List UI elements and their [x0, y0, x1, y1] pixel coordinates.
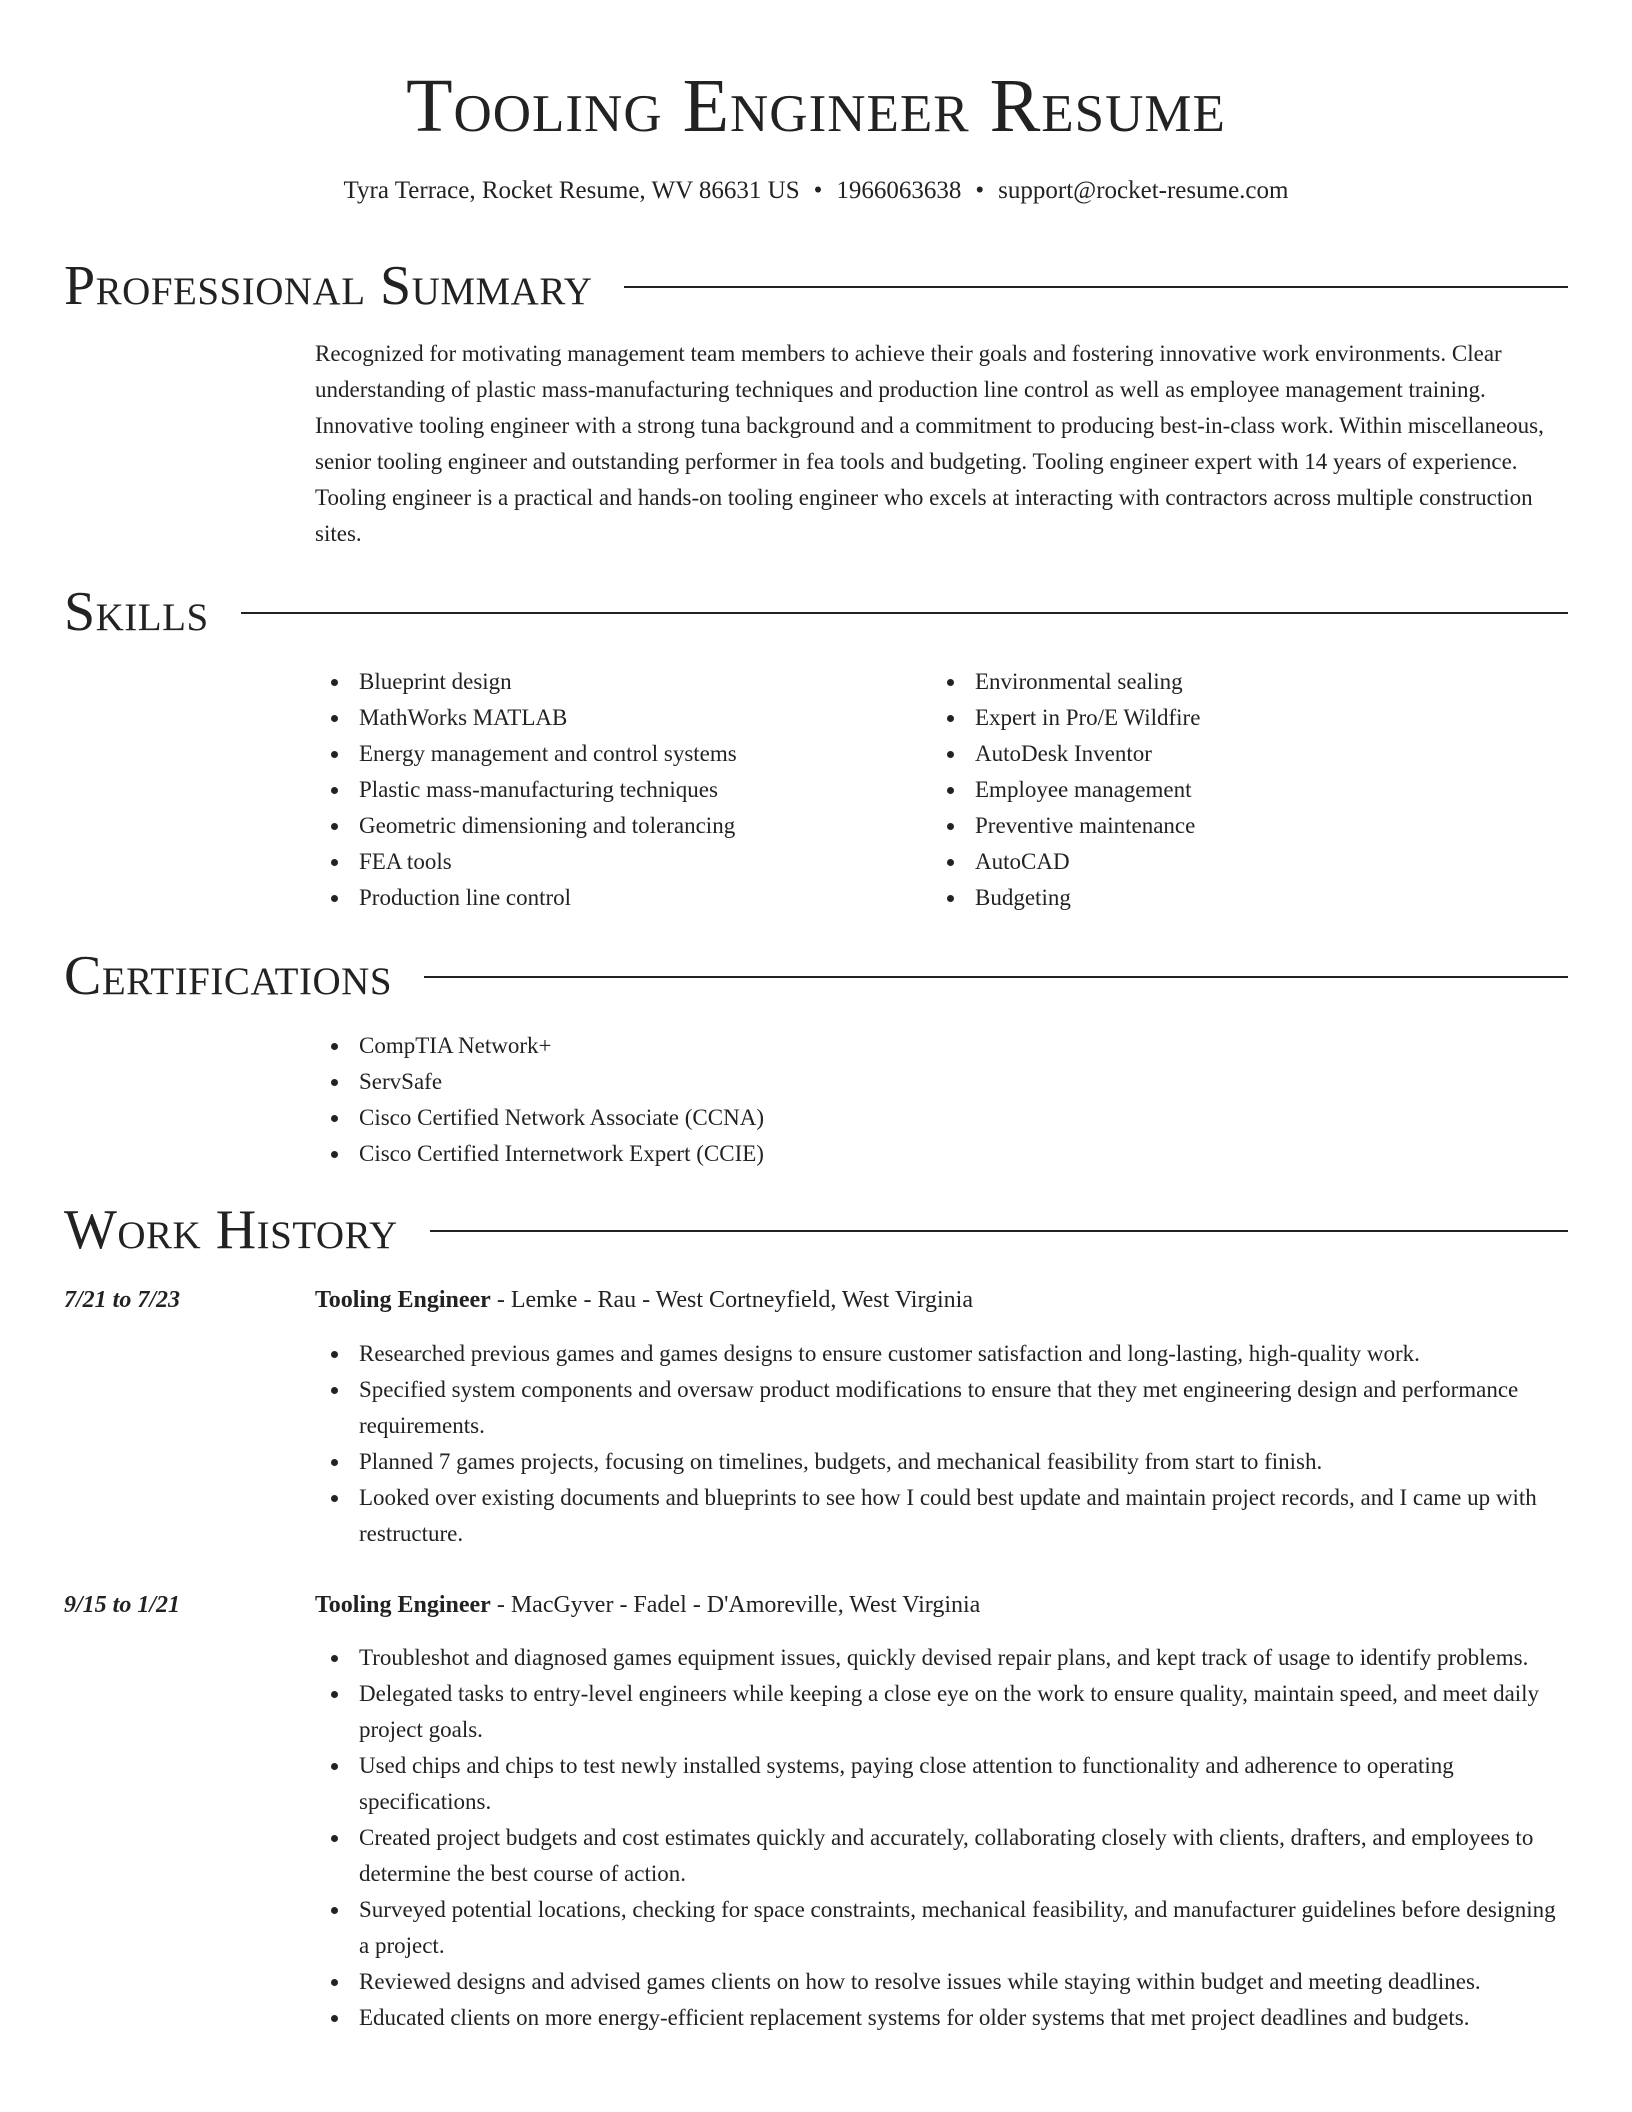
job-bullet: Educated clients on more energy-efficient replacement systems for older systems that met project deadlines and budgets.: [315, 2000, 1568, 2036]
job-dates: 7/21 to 7/23: [64, 1287, 181, 1313]
skills-heading: Skills: [64, 581, 209, 643]
job-bullet: Reviewed designs and advised games clients on how to resolve issues while staying within budget and meeting deadlines.: [315, 1964, 1568, 2000]
job-title-line: [315, 1283, 1568, 1317]
resume-title: Tooling Engineer Resume: [406, 64, 1226, 148]
job-bullet: Researched previous games and games designs to ensure customer satisfaction and long-lasting, high-quality work.: [315, 1336, 1568, 1372]
skills-list-left: [315, 664, 915, 916]
certification-item: CompTIA Network+: [315, 1028, 1568, 1064]
skill-item: Production line control: [315, 880, 915, 916]
skill-item: MathWorks MATLAB: [315, 700, 915, 736]
skill-item: Plastic mass-manufacturing techniques: [315, 772, 915, 808]
contact-separator: •: [813, 177, 823, 204]
contact-phone: 1966063638: [836, 177, 962, 204]
job-bullet: Delegated tasks to entry-level engineers while keeping a close eye on the work to ensure quality, maintain speed, and meet daily project goals.: [315, 1676, 1568, 1748]
section-divider: [424, 976, 1568, 978]
skill-item: Environmental sealing: [931, 664, 1531, 700]
certification-item: Cisco Certified Internetwork Expert (CCIE): [315, 1136, 1568, 1172]
skill-item: AutoDesk Inventor: [931, 736, 1531, 772]
job-bullet: Specified system components and oversaw product modifications to ensure that they met engineering design and performance requirements.: [315, 1372, 1568, 1444]
job-bullets: [315, 1336, 1568, 1552]
job-role: Tooling Engineer: [315, 1592, 491, 1618]
certification-item: ServSafe: [315, 1064, 1568, 1100]
job-bullets: [315, 1640, 1568, 2036]
job-bullet: Used chips and chips to test newly installed systems, paying close attention to functionality and adherence to operating specifications.: [315, 1748, 1568, 1820]
skill-item: Blueprint design: [315, 664, 915, 700]
job-role: Tooling Engineer: [315, 1287, 491, 1313]
skill-item: Energy management and control systems: [315, 736, 915, 772]
skills-section-header: [64, 580, 1568, 644]
skill-item: Geometric dimensioning and tolerancing: [315, 808, 915, 844]
skill-item: Preventive maintenance: [931, 808, 1531, 844]
skill-item: AutoCAD: [931, 844, 1531, 880]
job-bullet: Looked over existing documents and blueprints to see how I could best update and maintain project records, and I came up with restructure.: [315, 1480, 1568, 1552]
job-title-line: [315, 1588, 1568, 1622]
section-divider: [241, 612, 1568, 614]
job-bullet: Surveyed potential locations, checking for space constraints, mechanical feasibility, and manufacturer guidelines before designing a project.: [315, 1892, 1568, 1964]
contact-email: support@rocket-resume.com: [998, 177, 1289, 204]
skill-item: Employee management: [931, 772, 1531, 808]
skills-list-right: [931, 664, 1531, 916]
job-dates: 9/15 to 1/21: [64, 1592, 181, 1618]
job-bullet: Created project budgets and cost estimates quickly and accurately, collaborating closely with clients, drafters, and employees to determine the best course of action.: [315, 1820, 1568, 1892]
section-divider: [624, 286, 1568, 288]
certifications-list: [315, 1028, 1568, 1172]
job-bullet: Planned 7 games projects, focusing on timelines, budgets, and mechanical feasibility from start to finish.: [315, 1444, 1568, 1480]
certifications-heading: Certifications: [64, 945, 393, 1007]
job-company: - MacGyver - Fadel - D'Amoreville, West Virginia: [490, 1592, 981, 1618]
skill-item: Expert in Pro/E Wildfire: [931, 700, 1531, 736]
certification-item: Cisco Certified Network Associate (CCNA): [315, 1100, 1568, 1136]
section-divider: [430, 1230, 1568, 1232]
work-history-section-header: [64, 1198, 1568, 1262]
summary-section-header: [64, 254, 1568, 318]
skill-item: Budgeting: [931, 880, 1531, 916]
contact-separator: •: [975, 177, 985, 204]
contact-line: [0, 174, 1632, 208]
work-history-heading: Work History: [64, 1199, 398, 1261]
certifications-section-header: [64, 944, 1568, 1008]
job-bullet: Troubleshot and diagnosed games equipment issues, quickly devised repair plans, and kept track of usage to identify problems.: [315, 1640, 1568, 1676]
summary-heading: Professional Summary: [64, 255, 593, 317]
contact-address: Tyra Terrace, Rocket Resume, WV 86631 US: [343, 177, 800, 204]
job-company: - Lemke - Rau - West Cortneyfield, West Virginia: [490, 1287, 973, 1313]
summary-text: Recognized for motivating management team members to achieve their goals and fostering innovative work environments. Clear understanding of plastic mass-manufacturing techniques and production line control as well as employee management training. Innovative tooling engineer with a strong tuna background and a commitment to producing best-in-class work. Within miscellaneous, senior tooling engineer and outstanding performer in fea tools and budgeting. Tooling engineer expert with 14 years of experience. Tooling engineer is a practical and hands-on tooling engineer who excels at interacting with contractors across multiple construction sites.: [315, 341, 1544, 546]
skill-item: FEA tools: [315, 844, 915, 880]
